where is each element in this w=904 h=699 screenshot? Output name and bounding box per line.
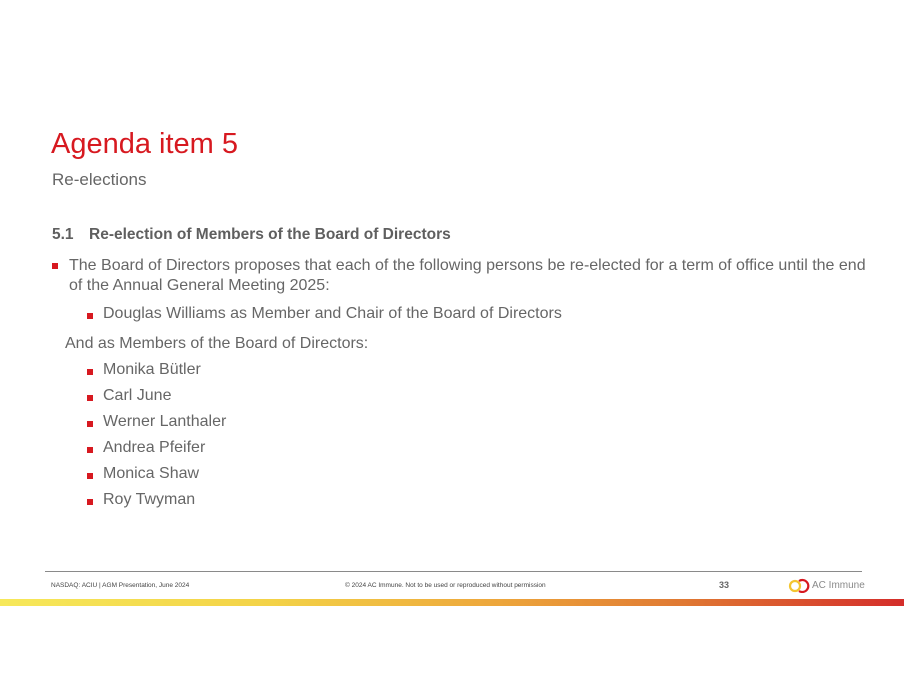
ac-immune-logo-icon <box>788 577 810 593</box>
slide-subtitle: Re-elections <box>52 170 147 189</box>
bullet-square-icon <box>87 313 93 319</box>
member-list-item: Roy Twyman <box>103 491 196 508</box>
page-number: 33 <box>719 580 730 590</box>
ac-immune-logo <box>788 577 865 593</box>
chair-item: Douglas Williams as Member and Chair of the Board of Directors <box>103 305 562 322</box>
bullet-square-icon <box>87 473 93 479</box>
section-number: 5.1 <box>52 226 74 243</box>
bullet-square-icon <box>87 421 93 427</box>
footer-divider <box>45 571 862 572</box>
bullet-square-icon <box>52 263 58 269</box>
member-list-item: Monika Bütler <box>103 361 201 378</box>
bullet-square-icon <box>87 395 93 401</box>
slide-title: Agenda item 5 <box>51 128 239 160</box>
footer-gradient-bar <box>0 599 904 606</box>
bullet-square-icon <box>87 447 93 453</box>
section-heading <box>52 225 451 245</box>
member-list-item: Andrea Pfeifer <box>103 439 206 456</box>
member-list-item: Werner Lanthaler <box>103 413 227 430</box>
footer-left-text: NASDAQ: ACIU | AGM Presentation, June 2024 <box>51 582 190 589</box>
footer-copyright: © 2024 AC Immune. Not to be used or reproduced without permission <box>345 582 546 589</box>
section-heading-text: Re-election of Members of the Board of Directors <box>89 226 451 243</box>
bullet-square-icon <box>87 499 93 505</box>
member-list-item: Monica Shaw <box>103 465 200 482</box>
intro-paragraph: The Board of Directors proposes that each of the following persons be re-elected for a term of office until the end of the Annual General Meeting 2025: <box>69 257 866 294</box>
member-list-item: Carl June <box>103 387 172 404</box>
bullet-square-icon <box>87 369 93 375</box>
members-lead-text: And as Members of the Board of Directors: <box>65 335 369 352</box>
logo-text: AC Immune <box>812 579 865 591</box>
